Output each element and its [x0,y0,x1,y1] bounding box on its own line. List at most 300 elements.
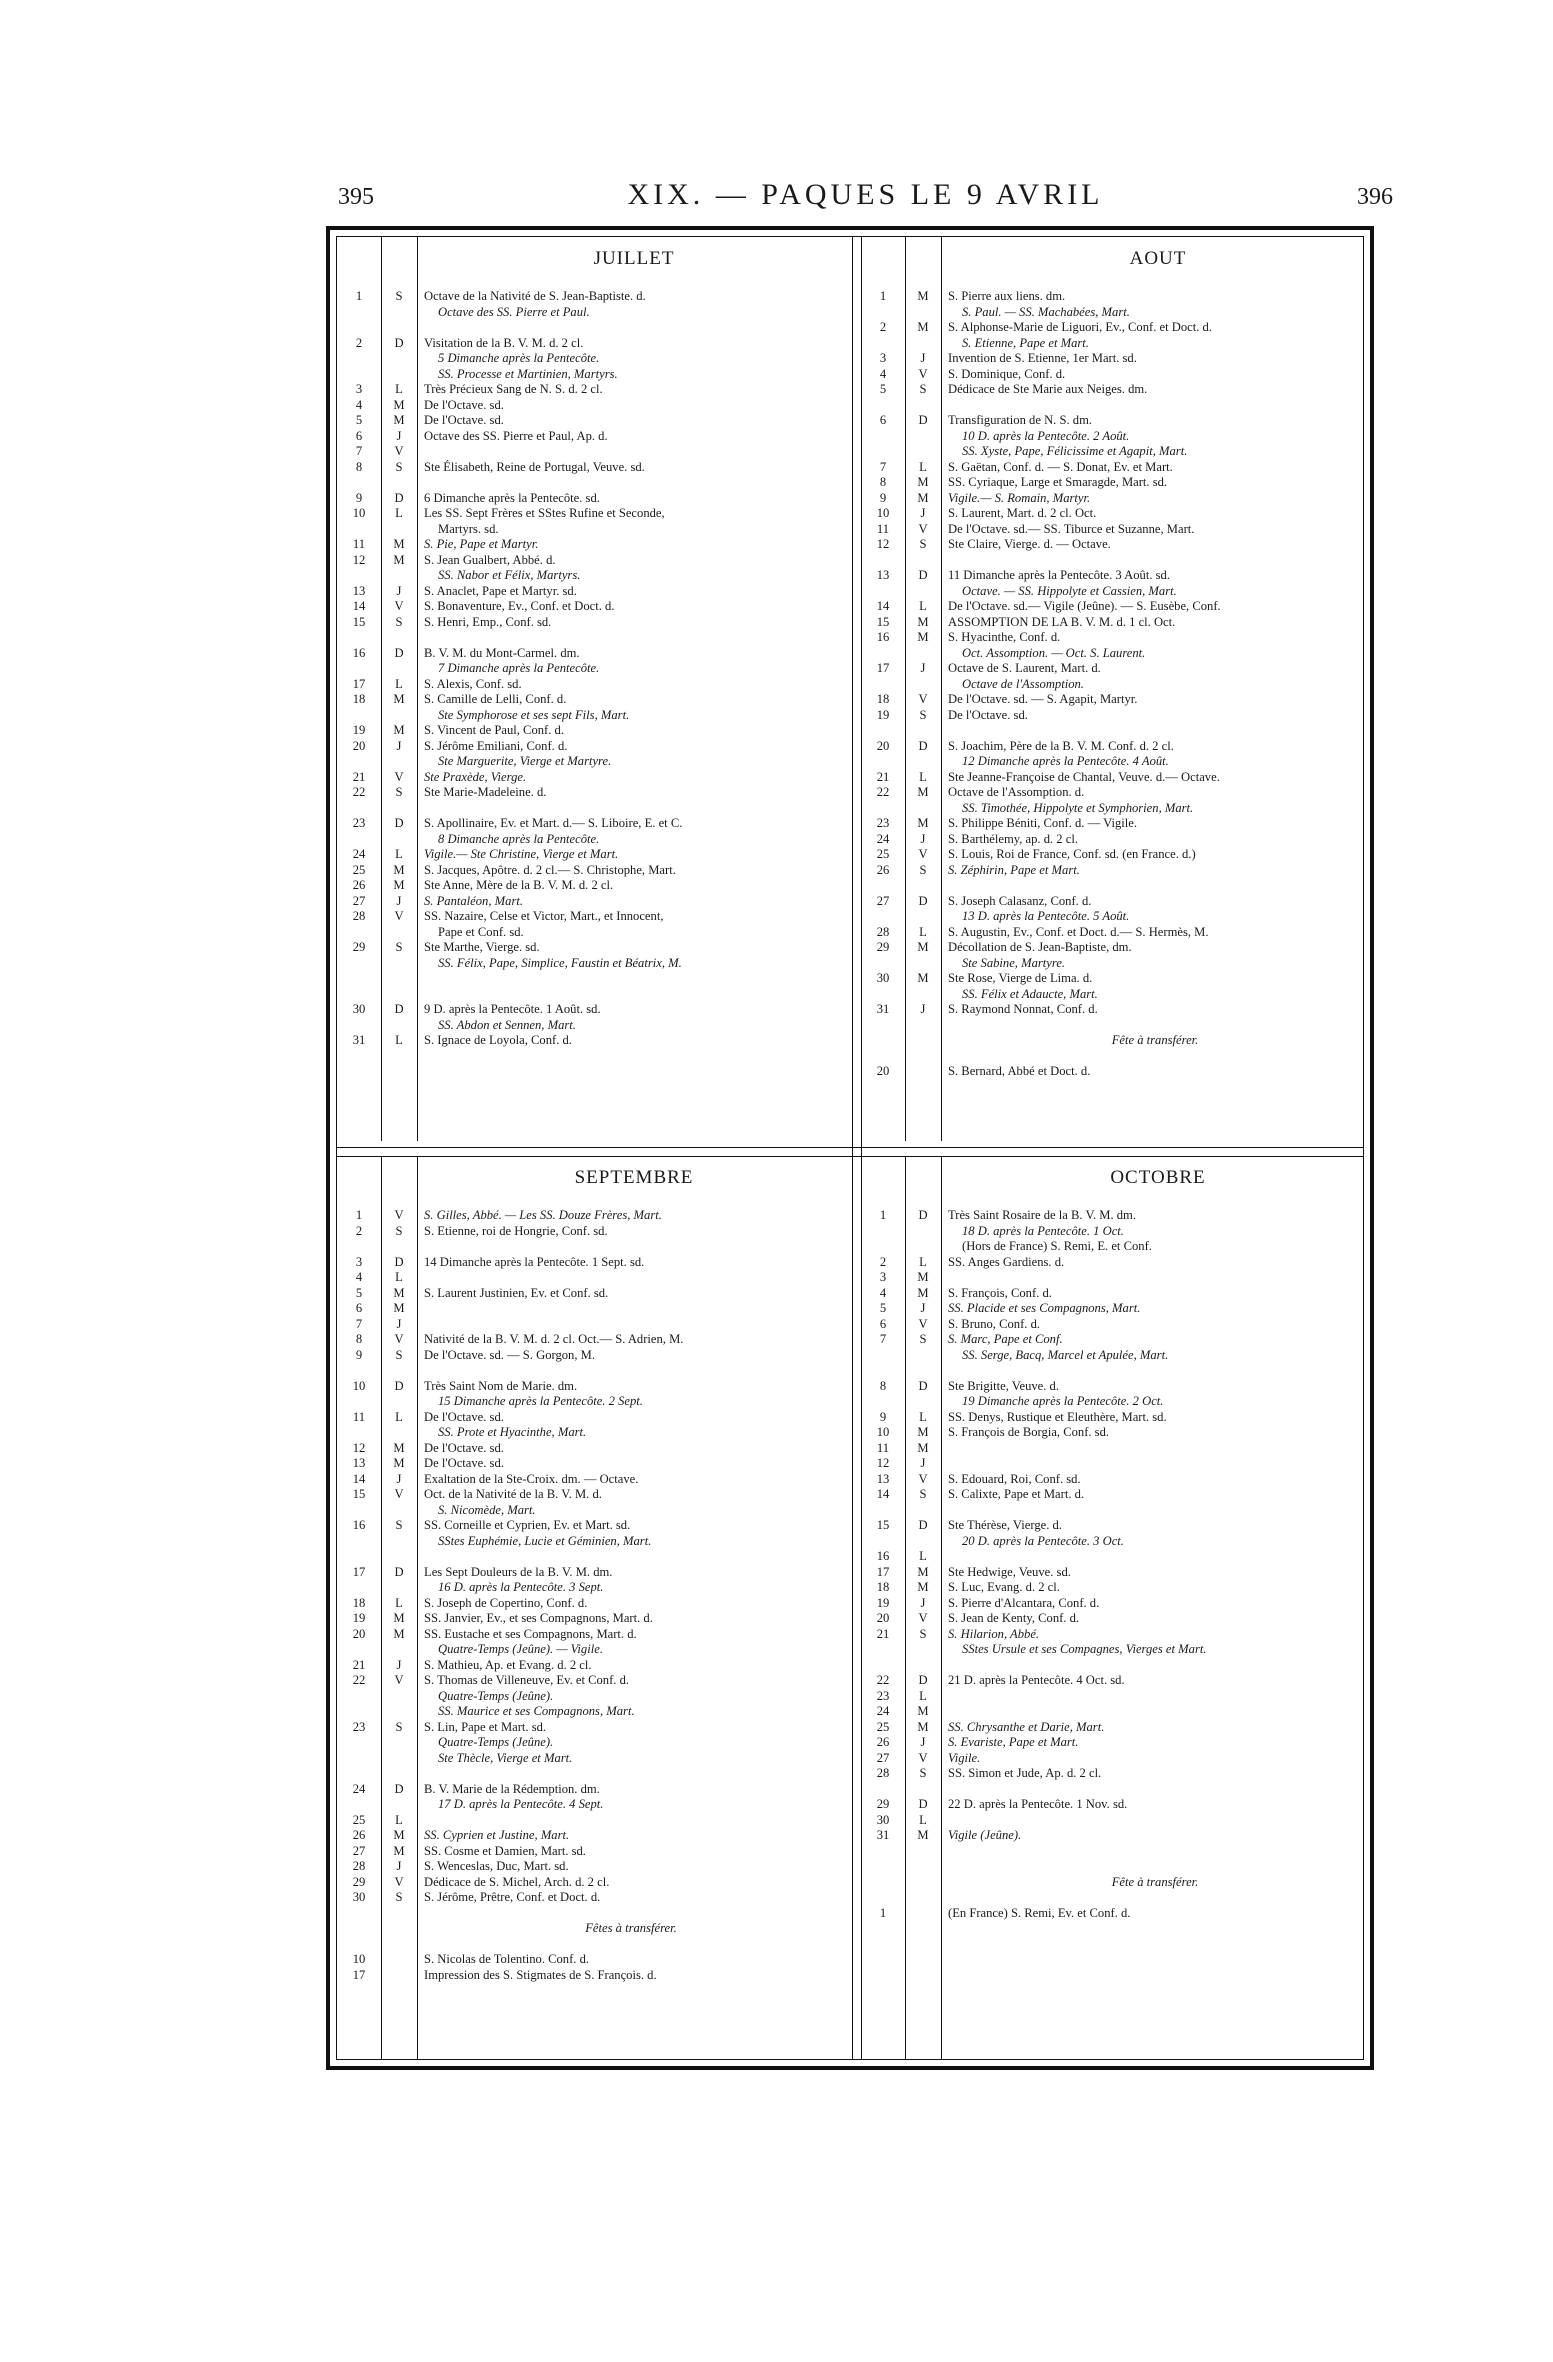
day-number: 15 [352,1487,366,1501]
day-number: 13 [876,1471,890,1486]
feast-entry [941,1565,1369,1581]
feast-text: 22 D. après la Pentecôte. 1 Nov. sd. [948,1797,1128,1811]
weekday-letter: M [393,1626,405,1641]
day-row [861,1518,1369,1549]
weekday-letter: S [395,459,403,474]
feast-entry [941,460,1369,476]
day-row [861,460,1369,476]
weekday-letter: J [396,893,402,908]
feast-text: Très Saint Rosaire de la B. V. M. dm. [948,1208,1136,1222]
weekday-letter: M [917,940,929,954]
day-row [337,785,845,801]
day-row [337,460,845,476]
day-row [337,289,845,320]
feast-text: Vigile. [948,1750,981,1765]
feast-text: S. Pie, Pape et Martyr. [424,537,539,551]
feast-text: S. Augustin, Ev., Conf. et Doct. d.— S. Hermès, M. [948,924,1209,939]
feast-text: 11 Dimanche après la Pentecôte. 3 Août. sd. [948,568,1170,582]
weekday-letter: L [395,1595,403,1610]
feast-entry [941,832,1369,848]
page-title: XIX. — PAQUES LE 9 AVRIL [627,178,1104,211]
day-row [861,1255,1369,1271]
feast-text: Ste Marie-Madeleine. d. [424,785,547,799]
day-number: 28 [876,1766,890,1780]
day-number: 6 [879,1316,887,1331]
feast-subline: 13 D. après la Pentecôte. 5 Août. [962,909,1130,923]
day-row [337,816,845,847]
feast-text: Très Précieux Sang de N. S. d. 2 cl. [424,382,603,396]
feast-text: S. Louis, Roi de France, Conf. sd. (en France. d.) [948,847,1196,861]
row-spacer [861,1363,1369,1379]
day-number: 11 [876,521,890,536]
weekday-letter: S [919,1487,927,1501]
day-row [337,1441,845,1457]
weekday-letter: M [917,490,929,505]
feast-entry [417,382,845,398]
weekday-letter: V [394,1208,404,1222]
weekday-letter: M [393,1440,405,1455]
day-row [861,1456,1369,1472]
feast-text: Nativité de la B. V. M. d. 2 cl. Oct.— S. Adrien, M. [424,1332,684,1346]
weekday-letter: V [394,444,404,458]
feast-text: Ste Rose, Vierge de Lima. d. [948,971,1093,985]
day-row [337,599,845,615]
day-number: 16 [876,1549,890,1563]
weekday-letter: M [393,723,405,737]
feast-entry [417,692,845,723]
day-number: 16 [352,645,366,660]
month-juillet [337,237,845,1141]
weekday-letter: M [917,971,929,985]
feast-subline: 15 Dimanche après la Pentecôte. 2 Sept. [438,1394,643,1408]
day-number: 21 [876,1626,890,1641]
day-number: 5 [355,413,363,427]
feast-text: Dédicace de S. Michel, Arch. d. 2 cl. [424,1874,610,1889]
feast-text: S. Zéphirin, Pape et Mart. [948,862,1080,877]
day-number: 13 [352,1456,366,1470]
feast-entry [941,785,1369,816]
feast-entry [417,1782,845,1813]
weekday-letter: D [918,738,928,753]
weekday-letter: D [918,1797,928,1811]
month-title: OCTOBRE [1110,1167,1206,1188]
feast-subline: SS. Félix, Pape, Simplice, Faustin et Béatrix, M. [438,955,682,970]
row-spacer [861,1782,1369,1798]
day-row [861,785,1369,816]
day-number: 15 [876,1518,890,1532]
day-number: 19 [352,723,366,737]
feast-entry [417,646,845,677]
day-row [337,863,845,879]
day-row [337,1844,845,1860]
feast-entry [941,630,1369,661]
feast-text: De l'Octave. sd. [424,413,504,427]
feast-text: Ste Thérèse, Vierge. d. [948,1518,1062,1532]
weekday-letter: L [395,506,403,520]
feast-text: Vigile.— Ste Christine, Vierge et Mart. [424,847,619,861]
day-row [337,1487,845,1518]
day-number: 15 [876,614,890,629]
day-number: 27 [352,893,366,908]
day-number: 2 [355,335,363,350]
feast-text: Transfiguration de N. S. dm. [948,413,1093,427]
feast-text: Dédicace de Ste Marie aux Neiges. dm. [948,382,1148,396]
row-spacer [337,987,845,1003]
day-row [861,971,1369,1002]
day-row [861,1813,1369,1829]
day-number: 26 [352,878,366,892]
feast-entry [941,1286,1369,1302]
weekday-letter: M [393,537,405,551]
day-row [861,351,1369,367]
feast-entry [417,1286,845,1302]
weekday-letter: J [396,738,402,753]
weekday-letter: L [919,1549,927,1563]
feast-text: S. Gilles, Abbé. — Les SS. Douze Frères, Mart. [424,1208,662,1222]
weekday-letter: J [396,1859,402,1873]
month-septembre [337,1156,845,2060]
day-number: 20 [876,1611,890,1625]
row-spacer [337,1906,845,1922]
day-row [337,584,845,600]
day-number: 22 [352,785,366,799]
day-row [861,1301,1369,1317]
month-title: JUILLET [593,248,675,269]
feast-subline: Octave des SS. Pierre et Paul. [438,304,590,319]
feast-entry [417,1379,845,1410]
weekday-letter: S [395,785,403,799]
feast-entry [417,1859,845,1875]
weekday-letter: L [919,924,927,939]
feast-entry [941,1751,1369,1767]
day-number: 4 [355,397,363,412]
weekday-letter: D [394,335,404,350]
day-row [337,1828,845,1844]
weekday-letter: V [918,366,928,381]
day-number: 13 [352,583,366,598]
day-row [337,1673,845,1720]
day-number: 9 [355,490,363,505]
feast-subline: Ste Thècle, Vierge et Mart. [438,1750,573,1765]
feast-text: 21 D. après la Pentecôte. 4 Oct. sd. [948,1673,1125,1687]
day-number: 10 [876,1425,890,1439]
feast-entry [417,1033,845,1049]
day-number: 9 [879,1409,887,1424]
feast-entry [941,413,1369,460]
feast-entry [417,847,845,863]
weekday-letter: M [917,1440,929,1455]
feast-text: S. Ignace de Loyola, Conf. d. [424,1033,572,1047]
row-spacer [861,1844,1369,1860]
feast-text: S. Gaëtan, Conf. d. — S. Donat, Ev. et Mart. [948,459,1173,474]
day-row [861,1751,1369,1767]
feast-text: Ste Brigitte, Veuve. d. [948,1378,1060,1393]
day-row [337,1410,845,1441]
day-row [861,1064,1369,1080]
feast-text: S. Jacques, Apôtre. d. 2 cl.— S. Christophe, Mart. [424,862,676,877]
feast-entry [417,1518,845,1549]
feast-text: SS. Chrysanthe et Darie, Mart. [948,1719,1105,1734]
day-number: 11 [352,537,366,551]
day-number: 4 [879,366,887,381]
day-row [337,770,845,786]
weekday-letter: M [393,1285,405,1300]
weekday-letter: M [393,413,405,427]
row-spacer [861,1859,1369,1875]
weekday-letter: D [394,645,404,660]
day-number: 2 [355,1223,363,1238]
day-row [337,1472,845,1488]
day-row [337,1456,845,1472]
feast-subline: SS. Xyste, Pape, Félicissime et Agapit, Mart. [962,444,1188,458]
feast-text: S. Dominique, Conf. d. [948,366,1066,381]
day-number: 8 [355,459,363,474]
feast-text: 14 Dimanche après la Pentecôte. 1 Sept. sd. [424,1254,645,1269]
weekday-letter: M [393,1611,405,1625]
row-spacer [861,1890,1369,1906]
day-row [861,1565,1369,1581]
weekday-letter: J [396,583,402,598]
feast-entry [941,1596,1369,1612]
day-number: 23 [352,1719,366,1734]
feast-entry [417,1487,845,1518]
day-number: 19 [352,1611,366,1625]
row-spacer [337,1363,845,1379]
feast-entry [417,1472,845,1488]
feast-entry [941,1472,1369,1488]
day-number: 27 [876,893,890,908]
weekday-letter: S [919,862,927,877]
feast-entry [417,1828,845,1844]
day-number: 28 [352,909,366,923]
day-row [337,1875,845,1891]
day-row [337,398,845,414]
day-row [337,723,845,739]
feast-text: De l'Octave. sd. [424,397,504,412]
feast-entry [941,1332,1369,1363]
row-spacer [337,801,845,817]
day-row [337,615,845,631]
feast-entry [417,289,845,320]
feast-entry [941,1766,1369,1782]
day-number: 9 [355,1347,363,1362]
feast-text: S. Apollinaire, Ev. et Mart. d.— S. Liboire, E. et C. [424,816,683,830]
weekday-letter: V [918,521,928,536]
day-number: 30 [352,1890,366,1904]
feast-subline: SS. Serge, Bacq, Marcel et Apulée, Mart. [962,1347,1169,1362]
day-row [861,692,1369,708]
day-number: 17 [876,1564,890,1579]
day-row [337,553,845,584]
day-row [861,1766,1369,1782]
feast-entry [941,1317,1369,1333]
feast-text: S. Etienne, roi de Hongrie, Conf. sd. [424,1223,608,1238]
day-row [861,1611,1369,1627]
feast-entry [417,1224,845,1240]
weekday-letter: V [918,847,928,861]
weekday-letter: S [919,382,927,396]
day-number: 5 [879,1301,887,1315]
day-number: 25 [352,862,366,877]
feast-entry [941,522,1369,538]
day-row [337,1301,845,1317]
day-number: 29 [876,1797,890,1811]
feast-entry [941,491,1369,507]
feast-text: S. Thomas de Villeneuve, Ev. et Conf. d. [424,1673,630,1687]
day-number: 10 [352,1378,366,1393]
feast-entry [941,971,1369,1002]
weekday-letter: M [393,1828,405,1842]
weekday-letter: M [917,785,929,799]
day-row [337,909,845,940]
day-number: 26 [876,1735,890,1749]
feast-entry [417,1658,845,1674]
row-spacer [337,475,845,491]
weekday-letter: S [395,1518,403,1532]
day-number: 29 [876,940,890,954]
feast-entry [417,723,845,739]
feast-subline: SS. Processe et Martinien, Martyrs. [438,366,618,381]
feast-text: SS. Placide et ses Compagnons, Mart. [948,1301,1141,1315]
weekday-letter: S [395,614,403,629]
feast-text: SS. Denys, Rustique et Eleuthère, Mart. sd. [948,1409,1167,1424]
day-row [337,894,845,910]
day-number: 26 [352,1828,366,1842]
day-row [861,832,1369,848]
feast-subline: Octave. — SS. Hippolyte et Cassien, Mart. [962,583,1177,598]
day-row [337,491,845,507]
feast-entry [941,770,1369,786]
day-number: 20 [876,738,890,753]
feast-entry [941,940,1369,971]
weekday-letter: D [394,490,404,505]
row-spacer [861,1503,1369,1519]
weekday-letter: D [394,1564,404,1579]
row-spacer [861,723,1369,739]
weekday-letter: L [395,382,403,396]
day-number: 17 [352,676,366,691]
feast-entry [417,1844,845,1860]
feast-entry [417,1890,845,1906]
feast-subline: S. Nicomède, Mart. [438,1502,536,1517]
feast-entry [941,1580,1369,1596]
feast-text: SS. Cyriaque, Large et Smaragde, Mart. sd. [948,475,1168,489]
calendar-frame [326,226,1374,2070]
feast-subline: 16 D. après la Pentecôte. 3 Sept. [438,1580,604,1594]
day-row [861,1704,1369,1720]
weekday-letter: M [917,320,929,334]
day-number: 9 [879,490,887,505]
weekday-letter: D [918,1208,928,1222]
day-number: 5 [879,382,887,396]
feast-subline: Ste Symphorose et ses sept Fils, Mart. [438,707,630,722]
day-number: 11 [876,1440,890,1455]
day-number: 3 [879,351,887,365]
day-row [337,1565,845,1596]
day-number: 22 [352,1673,366,1687]
feast-subline: Quatre-Temps (Jeûne). — Vigile. [438,1642,603,1656]
feast-entry [417,460,845,476]
feast-text: Ste Hedwige, Veuve. sd. [948,1564,1071,1579]
feast-entry [417,1673,845,1720]
day-number: 10 [352,1952,366,1966]
day-row [337,1332,845,1348]
day-number: 30 [352,1002,366,1016]
day-row [861,1627,1369,1658]
feast-subline: S. Etienne, Pape et Mart. [962,335,1089,350]
feast-entry [417,336,845,383]
feast-entry [941,568,1369,599]
weekday-letter: V [394,769,404,784]
feast-entry [417,1410,845,1441]
day-number: 3 [879,1270,887,1284]
weekday-letter: L [395,1270,403,1284]
day-row [337,1813,845,1829]
day-row [337,1518,845,1549]
feast-text: Ste Anne, Mère de la B. V. M. d. 2 cl. [424,878,614,892]
day-number: 12 [352,552,366,567]
feast-entry [941,289,1369,320]
weekday-letter: M [393,862,405,877]
feast-entry [941,599,1369,615]
day-row [337,1720,845,1767]
feast-text: De l'Octave. sd. [948,707,1028,722]
feast-text: Les Sept Douleurs de la B. V. M. dm. [424,1564,613,1579]
weekday-letter: L [395,1812,403,1827]
feast-entry [417,677,845,693]
day-number: 28 [876,924,890,939]
feast-text: SS. Janvier, Ev., et ses Compagnons, Mart. d. [424,1611,653,1625]
feast-entry [417,413,845,429]
weekday-letter: S [395,940,403,954]
day-number: 17 [876,661,890,675]
feast-entry [417,491,845,507]
day-row [337,1782,845,1813]
feast-text: S. Joseph de Copertino, Conf. d. [424,1595,588,1610]
weekday-letter: D [394,1254,404,1269]
month-octobre [861,1156,1369,2060]
day-row [337,1033,845,1049]
day-number: 24 [352,1781,366,1796]
weekday-letter: M [393,397,405,412]
day-number: 24 [876,831,890,846]
feast-text: De l'Octave. sd. [424,1456,504,1470]
weekday-letter: L [919,1409,927,1424]
feast-entry [941,1906,1369,1922]
day-number: 12 [876,1456,890,1470]
weekday-letter: S [919,1766,927,1780]
feast-entry [941,537,1369,553]
feast-entry [417,940,845,971]
feast-entry [941,320,1369,351]
day-number: 23 [876,1688,890,1703]
feast-text: S. Alexis, Conf. sd. [424,676,522,691]
day-number: 14 [876,599,890,613]
day-number: 31 [352,1033,366,1047]
feast-subline: Octave de l'Assomption. [962,676,1084,691]
day-number: 8 [355,1332,363,1346]
feast-subline: SS. Abdon et Sennen, Mart. [438,1017,576,1032]
feast-entry [417,553,845,584]
feast-text: S. Nicolas de Tolentino. Conf. d. [424,1952,590,1966]
feast-entry [417,1720,845,1767]
day-number: 6 [879,413,887,427]
month-aout [861,237,1369,1141]
day-number: 15 [352,614,366,629]
page-number-left: 395 [338,184,374,210]
row-spacer [861,553,1369,569]
day-number: 17 [352,1967,366,1982]
